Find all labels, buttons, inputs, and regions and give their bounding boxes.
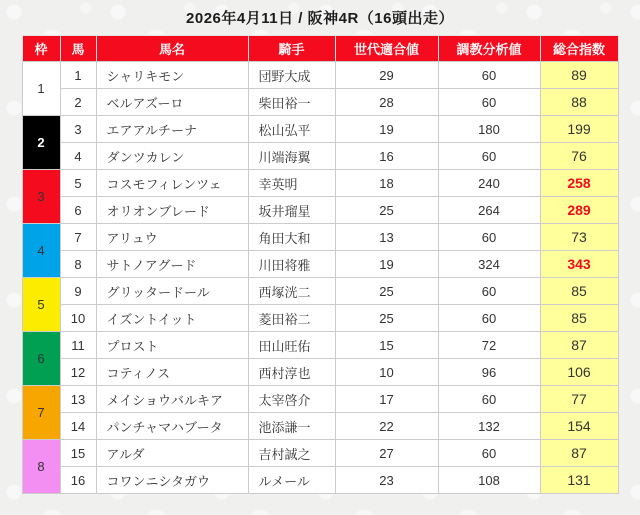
horse-name-cell: エアアルチーナ: [96, 116, 248, 143]
page-title: 2026年4月11日 / 阪神4R（16頭出走）: [186, 10, 454, 27]
generation-fit-cell: 18: [335, 170, 438, 197]
table-row: [22, 143, 618, 170]
training-analysis-cell: 132: [438, 413, 540, 440]
horse-name-cell: コスモフィレンツェ: [96, 170, 248, 197]
table-row: [22, 116, 618, 143]
jockey-cell: 団野大成: [248, 62, 335, 89]
total-index-cell: 73: [540, 224, 618, 251]
training-analysis-cell: 60: [438, 89, 540, 116]
jockey-cell: 川端海翼: [248, 143, 335, 170]
generation-fit-cell: 13: [335, 224, 438, 251]
total-index-cell: 85: [540, 278, 618, 305]
horse-name-cell: プロスト: [96, 332, 248, 359]
horse-number-cell: 16: [60, 467, 96, 494]
generation-fit-cell: 17: [335, 386, 438, 413]
table-row: [22, 332, 618, 359]
total-index-cell: 258: [540, 170, 618, 197]
frame-cell: 7: [22, 386, 60, 440]
horse-name-cell: パンチャマハブータ: [96, 413, 248, 440]
frame-cell: 4: [22, 224, 60, 278]
jockey-cell: 吉村誠之: [248, 440, 335, 467]
training-analysis-cell: 72: [438, 332, 540, 359]
frame-cell: 3: [22, 170, 60, 224]
total-index-cell: 88: [540, 89, 618, 116]
frame-cell: 2: [22, 116, 60, 170]
jockey-cell: 西塚洸二: [248, 278, 335, 305]
generation-fit-cell: 16: [335, 143, 438, 170]
generation-fit-cell: 23: [335, 467, 438, 494]
header-total-index: 総合指数: [540, 36, 618, 62]
horse-name-cell: ダンツカレン: [96, 143, 248, 170]
table-row: [22, 467, 618, 494]
generation-fit-cell: 27: [335, 440, 438, 467]
frame-cell: 6: [22, 332, 60, 386]
frame-cell: 5: [22, 278, 60, 332]
total-index-cell: 131: [540, 467, 618, 494]
training-analysis-cell: 324: [438, 251, 540, 278]
total-index-cell: 77: [540, 386, 618, 413]
training-analysis-cell: 60: [438, 224, 540, 251]
jockey-cell: 太宰啓介: [248, 386, 335, 413]
horse-name-cell: メイショウバルキア: [96, 386, 248, 413]
horse-number-cell: 9: [60, 278, 96, 305]
table-row: [22, 170, 618, 197]
horse-number-cell: 15: [60, 440, 96, 467]
horse-number-cell: 14: [60, 413, 96, 440]
horse-name-cell: イズントイット: [96, 305, 248, 332]
horse-number-cell: 10: [60, 305, 96, 332]
horse-number-cell: 7: [60, 224, 96, 251]
jockey-cell: 田山旺佑: [248, 332, 335, 359]
total-index-cell: 154: [540, 413, 618, 440]
generation-fit-cell: 25: [335, 278, 438, 305]
header-frame: 枠: [22, 36, 60, 62]
generation-fit-cell: 25: [335, 197, 438, 224]
jockey-cell: 坂井瑠星: [248, 197, 335, 224]
total-index-cell: 89: [540, 62, 618, 89]
table-row: [22, 305, 618, 332]
training-analysis-cell: 96: [438, 359, 540, 386]
training-analysis-cell: 60: [438, 278, 540, 305]
table-row: [22, 386, 618, 413]
table-row: [22, 278, 618, 305]
horse-name-cell: ベルアズーロ: [96, 89, 248, 116]
generation-fit-cell: 10: [335, 359, 438, 386]
horse-name-cell: アリュウ: [96, 224, 248, 251]
header-row: [22, 36, 618, 62]
horse-number-cell: 11: [60, 332, 96, 359]
training-analysis-cell: 108: [438, 467, 540, 494]
training-analysis-cell: 60: [438, 440, 540, 467]
generation-fit-cell: 15: [335, 332, 438, 359]
table-row: [22, 251, 618, 278]
horse-name-cell: コワンニシタガウ: [96, 467, 248, 494]
horse-name-cell: オリオンブレード: [96, 197, 248, 224]
jockey-cell: 菱田裕二: [248, 305, 335, 332]
horse-number-cell: 6: [60, 197, 96, 224]
training-analysis-cell: 60: [438, 386, 540, 413]
horse-number-cell: 2: [60, 89, 96, 116]
total-index-cell: 289: [540, 197, 618, 224]
table-row: [22, 89, 618, 116]
training-analysis-cell: 180: [438, 116, 540, 143]
training-analysis-cell: 264: [438, 197, 540, 224]
horse-name-cell: シャリキモン: [96, 62, 248, 89]
training-analysis-cell: 60: [438, 305, 540, 332]
header-horse-name: 馬名: [96, 36, 248, 62]
horse-name-cell: グリッタードール: [96, 278, 248, 305]
jockey-cell: 西村淳也: [248, 359, 335, 386]
header-generation-fit: 世代適合値: [335, 36, 438, 62]
jockey-cell: 池添謙一: [248, 413, 335, 440]
jockey-cell: 川田将雅: [248, 251, 335, 278]
race-table: [22, 35, 619, 494]
jockey-cell: ルメール: [248, 467, 335, 494]
training-analysis-cell: 60: [438, 62, 540, 89]
jockey-cell: 柴田裕一: [248, 89, 335, 116]
frame-cell: 1: [22, 62, 60, 116]
frame-cell: 8: [22, 440, 60, 494]
race-table-body: [22, 62, 618, 494]
total-index-cell: 87: [540, 440, 618, 467]
total-index-cell: 85: [540, 305, 618, 332]
horse-number-cell: 4: [60, 143, 96, 170]
generation-fit-cell: 25: [335, 305, 438, 332]
table-row: [22, 413, 618, 440]
horse-number-cell: 13: [60, 386, 96, 413]
horse-number-cell: 3: [60, 116, 96, 143]
header-training-analysis: 調教分析値: [438, 36, 540, 62]
total-index-cell: 106: [540, 359, 618, 386]
jockey-cell: 松山弘平: [248, 116, 335, 143]
header-jockey: 騎手: [248, 36, 335, 62]
generation-fit-cell: 29: [335, 62, 438, 89]
horse-name-cell: サトノアグード: [96, 251, 248, 278]
table-row: [22, 359, 618, 386]
header-horse-number: 馬: [60, 36, 96, 62]
generation-fit-cell: 28: [335, 89, 438, 116]
jockey-cell: 角田大和: [248, 224, 335, 251]
total-index-cell: 199: [540, 116, 618, 143]
horse-number-cell: 12: [60, 359, 96, 386]
horse-name-cell: コティノス: [96, 359, 248, 386]
generation-fit-cell: 22: [335, 413, 438, 440]
total-index-cell: 76: [540, 143, 618, 170]
jockey-cell: 幸英明: [248, 170, 335, 197]
table-row: [22, 224, 618, 251]
horse-number-cell: 1: [60, 62, 96, 89]
table-row: [22, 440, 618, 467]
generation-fit-cell: 19: [335, 251, 438, 278]
table-row: [22, 197, 618, 224]
table-row: [22, 62, 618, 89]
total-index-cell: 343: [540, 251, 618, 278]
horse-number-cell: 5: [60, 170, 96, 197]
total-index-cell: 87: [540, 332, 618, 359]
training-analysis-cell: 240: [438, 170, 540, 197]
horse-number-cell: 8: [60, 251, 96, 278]
generation-fit-cell: 19: [335, 116, 438, 143]
horse-name-cell: アルダ: [96, 440, 248, 467]
training-analysis-cell: 60: [438, 143, 540, 170]
